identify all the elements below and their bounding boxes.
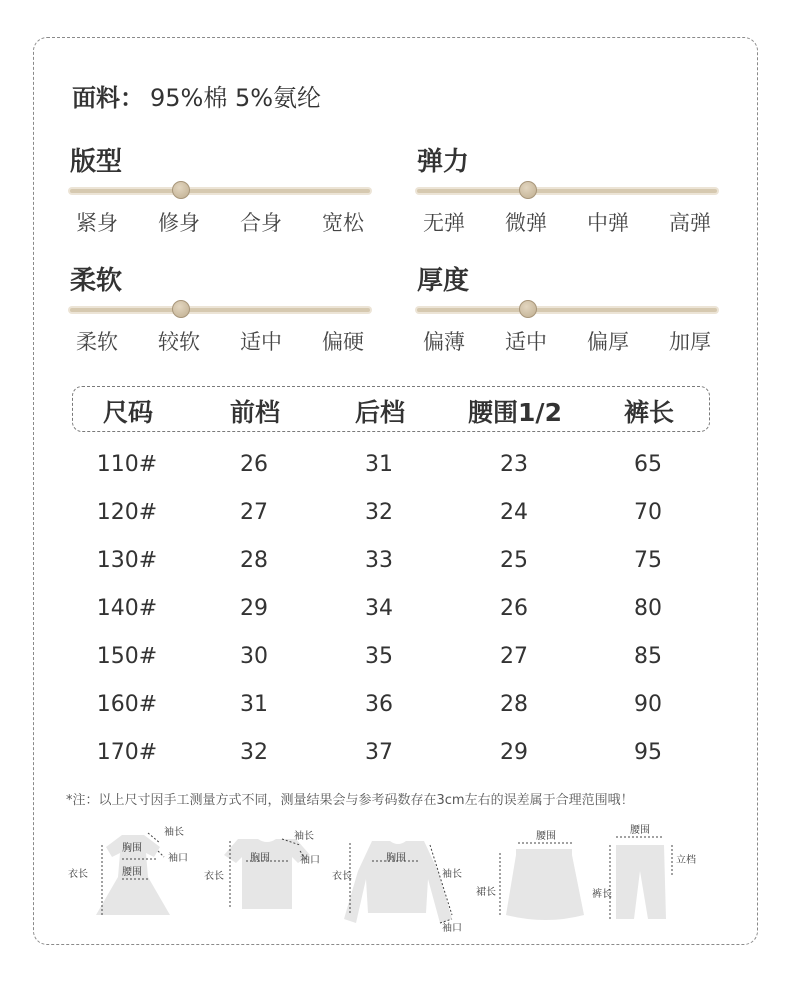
fabric-label: 面料： [72, 84, 144, 112]
cell-pants-length: 90 [634, 692, 662, 717]
cell-back-rise: 31 [365, 452, 393, 477]
cell-front-rise: 29 [240, 596, 268, 621]
skirt-length-label: 裙长 [476, 887, 496, 898]
cell-pants-length: 95 [634, 740, 662, 765]
attr-softness [70, 264, 370, 356]
attr-option: 偏硬 [322, 330, 364, 354]
cell-size: 130# [96, 548, 158, 573]
cell-half-waist: 23 [500, 452, 528, 477]
tshirt-illustration [224, 839, 310, 909]
header-half-waist: 腰围1/2 [468, 398, 562, 427]
cell-half-waist: 25 [500, 548, 528, 573]
dress-cuff-label: 袖口 [168, 853, 188, 864]
cell-front-rise: 32 [240, 740, 268, 765]
attr-option: 中弹 [587, 211, 629, 235]
cell-front-rise: 26 [240, 452, 268, 477]
dress-length-label: 衣长 [68, 869, 88, 880]
slider-track [70, 189, 370, 193]
dress-waist-label: 腰围 [122, 867, 142, 878]
cell-size: 140# [96, 596, 158, 621]
attr-option: 修身 [158, 211, 200, 235]
table-row [0, 686, 790, 726]
tshirt-chest-label: 胸围 [250, 853, 270, 864]
fabric-value: 95%棉 5%氨纶 [150, 84, 322, 112]
attr-option: 适中 [505, 330, 547, 354]
measurement-note: *注：以上尺寸因手工测量方式不同，测量结果会与参考码数存在3cm左右的误差属于合理范围哦！ [66, 793, 634, 808]
attr-title: 厚度 [417, 266, 470, 296]
cell-pants-length: 70 [634, 500, 662, 525]
cell-back-rise: 32 [365, 500, 393, 525]
attr-option: 偏薄 [423, 330, 465, 354]
cell-size: 120# [96, 500, 158, 525]
attr-option: 加厚 [669, 330, 711, 354]
attr-option: 高弹 [669, 211, 711, 235]
slider-track [70, 308, 370, 312]
cell-back-rise: 36 [365, 692, 393, 717]
cell-half-waist: 29 [500, 740, 528, 765]
cell-size: 110# [96, 452, 158, 477]
slider-track [417, 189, 717, 193]
attr-option: 适中 [240, 330, 282, 354]
cell-back-rise: 37 [365, 740, 393, 765]
attr-title: 版型 [70, 147, 123, 177]
attr-option: 合身 [240, 211, 282, 235]
header-size: 尺码 [102, 398, 154, 427]
attr-option: 无弹 [423, 211, 465, 235]
attr-option: 偏厚 [587, 330, 629, 354]
cell-back-rise: 35 [365, 644, 393, 669]
slider-knob [519, 181, 537, 199]
cell-pants-length: 65 [634, 452, 662, 477]
longsleeve-length-label: 衣长 [332, 871, 352, 882]
pants-illustration [616, 845, 666, 919]
cell-half-waist: 26 [500, 596, 528, 621]
attr-title: 弹力 [417, 147, 470, 177]
tshirt-length-label: 衣长 [204, 871, 224, 882]
header-pants-length: 裤长 [623, 398, 675, 427]
table-row [0, 638, 790, 678]
cell-pants-length: 85 [634, 644, 662, 669]
cell-size: 150# [96, 644, 158, 669]
slider-knob [519, 300, 537, 318]
size-table-header [72, 386, 710, 432]
cell-front-rise: 31 [240, 692, 268, 717]
table-row [0, 494, 790, 534]
cell-front-rise: 27 [240, 500, 268, 525]
table-row [0, 542, 790, 582]
attr-option: 紧身 [76, 211, 118, 235]
dress-chest-label: 胸围 [122, 843, 142, 854]
cell-pants-length: 80 [634, 596, 662, 621]
cell-size: 160# [96, 692, 158, 717]
table-row [0, 590, 790, 630]
cell-half-waist: 27 [500, 644, 528, 669]
longsleeve-sleeve-label: 袖长 [442, 869, 462, 880]
attr-option: 宽松 [322, 211, 364, 235]
attr-thickness [417, 264, 717, 356]
header-back-rise: 后档 [354, 398, 406, 427]
attr-elasticity [417, 145, 717, 237]
attr-fit [70, 145, 370, 237]
skirt-waist-label: 腰围 [536, 831, 556, 842]
table-row [0, 734, 790, 774]
slider-knob [172, 181, 190, 199]
cell-back-rise: 34 [365, 596, 393, 621]
fabric-info [72, 78, 321, 113]
cell-front-rise: 30 [240, 644, 268, 669]
longsleeve-chest-label: 胸围 [386, 853, 406, 864]
skirt-illustration [506, 849, 584, 920]
pants-waist-label: 腰围 [630, 825, 650, 836]
table-row [0, 446, 790, 486]
dress-sleeve-label: 袖长 [164, 827, 184, 838]
slider-knob [172, 300, 190, 318]
attr-option: 微弹 [505, 211, 547, 235]
cell-size: 170# [96, 740, 158, 765]
attr-title: 柔软 [70, 266, 123, 296]
cell-back-rise: 33 [365, 548, 393, 573]
cell-front-rise: 28 [240, 548, 268, 573]
attr-option: 柔软 [76, 330, 118, 354]
measurement-diagrams [60, 815, 720, 940]
pants-length-label: 裤长 [592, 889, 612, 900]
cell-half-waist: 24 [500, 500, 528, 525]
attr-option: 较软 [158, 330, 200, 354]
cell-pants-length: 75 [634, 548, 662, 573]
header-front-rise: 前档 [229, 398, 281, 427]
tshirt-sleeve-label: 袖长 [294, 831, 314, 842]
pants-rise-label: 立档 [676, 855, 696, 866]
slider-track [417, 308, 717, 312]
tshirt-cuff-label: 袖口 [300, 855, 320, 866]
cell-half-waist: 28 [500, 692, 528, 717]
longsleeve-cuff-label: 袖口 [442, 923, 462, 934]
